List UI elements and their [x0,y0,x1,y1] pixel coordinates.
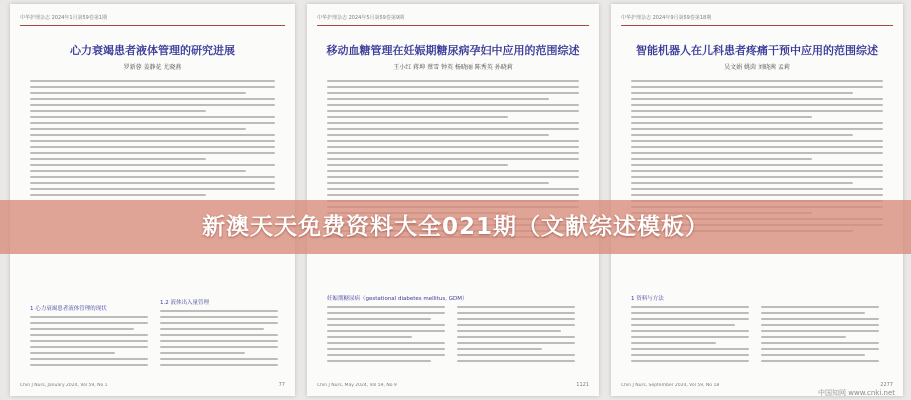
page-number: 2277 [880,382,893,388]
header-rule [317,25,589,26]
body-column-right [457,306,575,366]
page-footer: Chin J Nurs, September 2024, Vol 59, No 18 [621,383,720,388]
page-number: 77 [278,382,285,388]
page-number: 1121 [576,382,589,388]
header-rule [621,25,893,26]
page-header: 中华护理杂志 2024年9月第59卷第18期 [621,15,712,21]
page-header: 中华护理杂志 2024年1月第59卷第1期 [20,15,108,21]
paper-authors: 王小红 蒋坤 蔡雪 钟英 杨晓丽 陈秀英 孙晓莉 [393,64,513,71]
source-watermark: 中国知网 www.cnki.net [818,389,895,397]
paper-title: 智能机器人在儿科患者疼痛干预中应用的范围综述 [636,44,878,57]
banner-title: 新澳天天免费资料大全021期（文献综述模板） [201,214,709,240]
section-heading: 妊娠期糖尿病（gestational diabetes mellitus, GDM） [327,296,468,302]
section-heading: 1.2 液体出入量管理 [160,300,209,306]
paper-authors: 罗新蓉 姜静花 尤晓燕 [123,64,182,71]
body-column-right [761,306,879,366]
section-heading: 1 资料与方法 [631,296,664,302]
abstract-block [30,80,275,200]
page-header: 中华护理杂志 2024年5月第59卷第9期 [317,15,405,21]
body-column-left [631,306,749,366]
body-column-right [160,310,278,370]
page-footer: Chin J Nurs, May 2024, Vol 59, No 9 [317,383,397,388]
paper-title: 移动血糖管理在妊娠期糖尿病孕妇中应用的范围综述 [326,44,580,57]
paper-authors: 吴文娟 姚茵 刘晓茜 孟莉 [724,64,790,71]
page-footer: Chin J Nurs, January 2024, Vol 59, No 1 [20,383,108,388]
paper-title: 心力衰竭患者液体管理的研究进展 [70,44,235,57]
body-column-left [30,316,148,370]
body-column-left [327,306,445,366]
section-heading: 1 心力衰竭患者液体管理的现状 [30,306,107,312]
header-rule [20,25,285,26]
